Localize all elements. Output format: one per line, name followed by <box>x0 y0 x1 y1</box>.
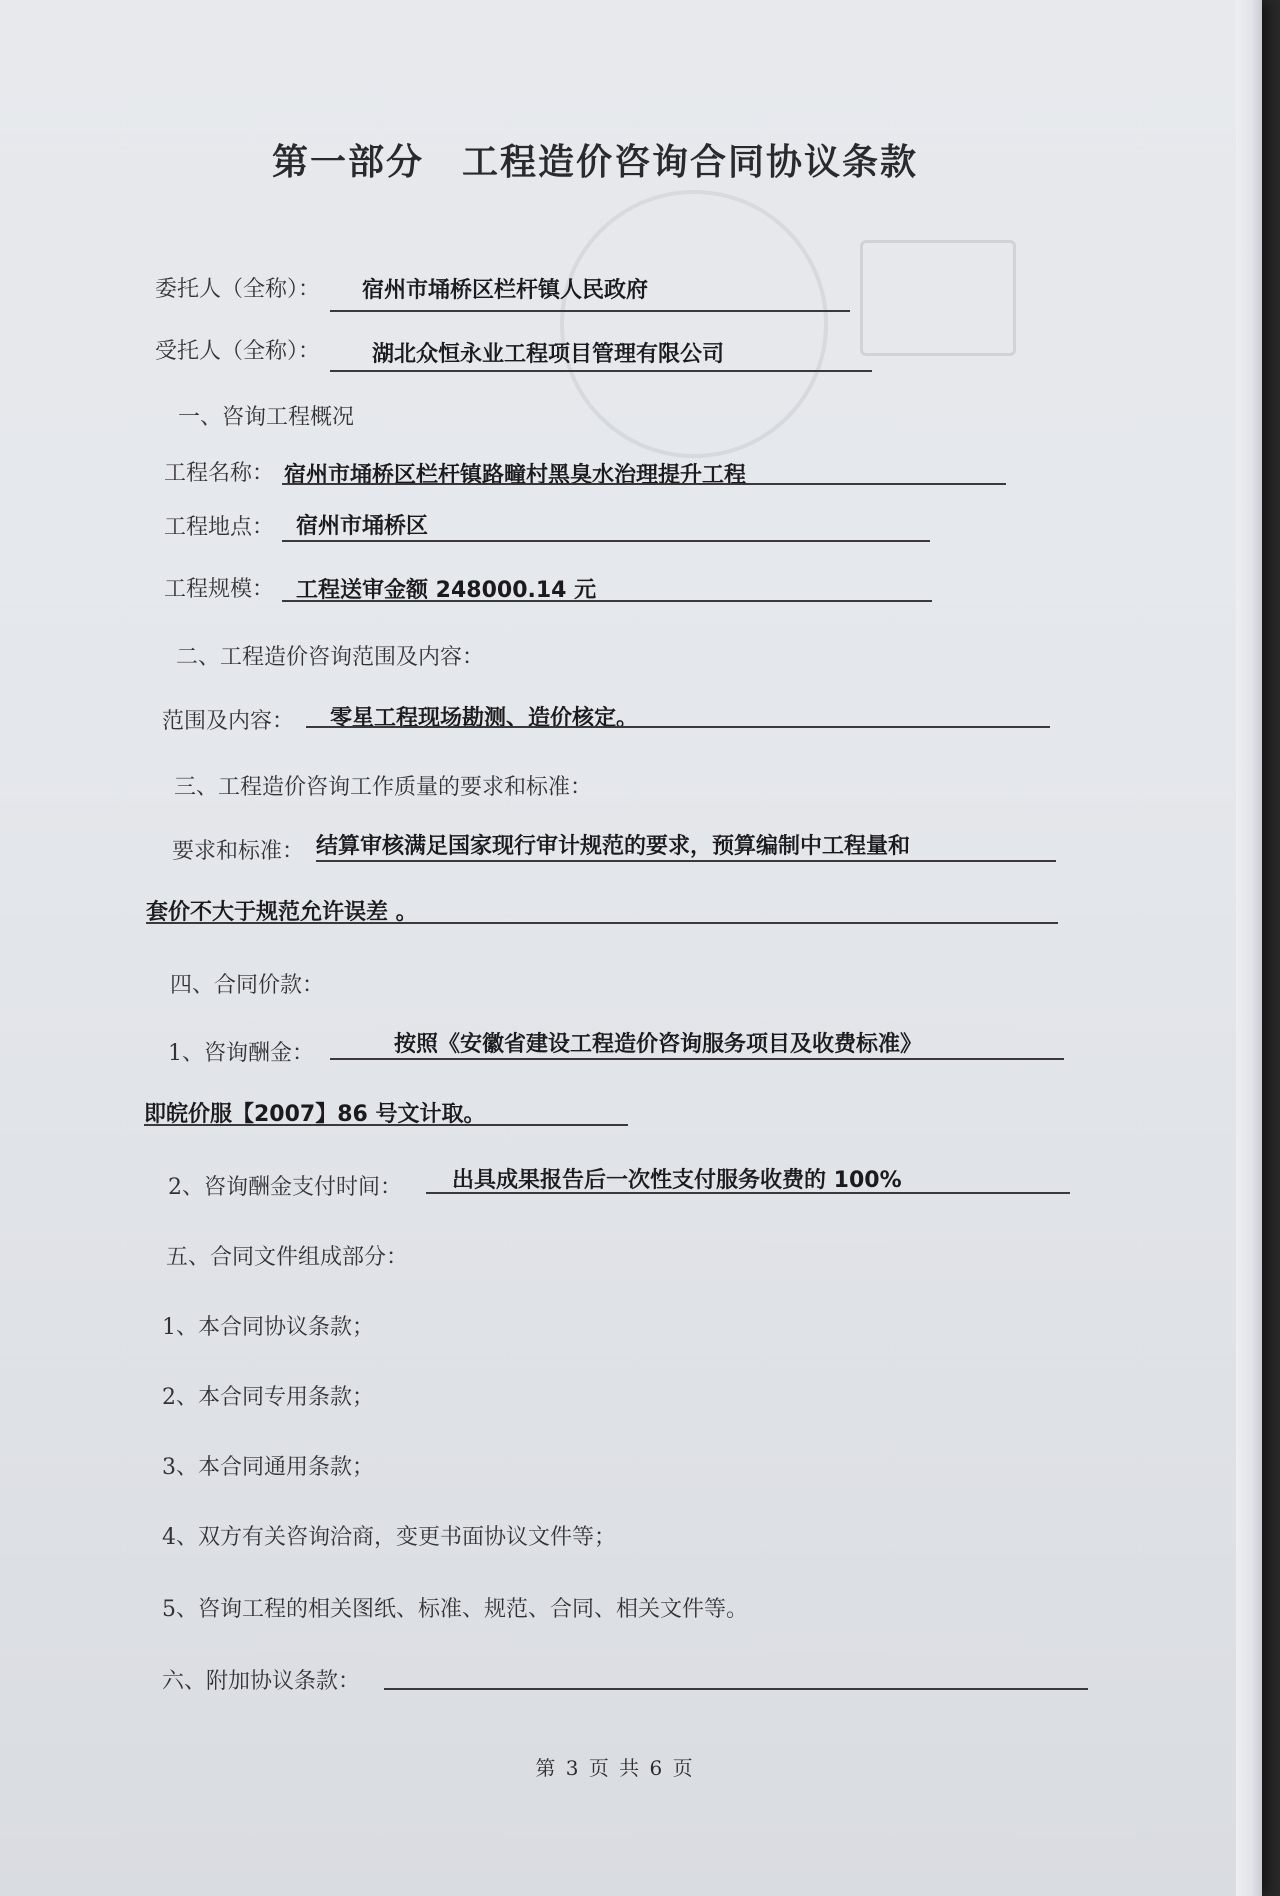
standard-value-line-1: 结算审核满足国家现行审计规范的要求，预算编制中工程量和 <box>316 834 911 859</box>
scale-label: 工程规模： <box>164 577 275 602</box>
location-underline <box>282 540 930 542</box>
section-3-heading: 三、工程造价咨询工作质量的要求和标准： <box>174 775 593 800</box>
contractor-value: 湖北众恒永业工程项目管理有限公司 <box>372 342 725 367</box>
fee-value-line-1: 按照《安徽省建设工程造价咨询服务项目及收费标准》 <box>394 1032 923 1057</box>
standard-value-line-2: 套价不大于规范允许误差 。 <box>146 900 418 925</box>
project-name-label: 工程名称： <box>164 461 275 486</box>
contractor-underline <box>330 370 872 372</box>
client-underline <box>330 310 850 312</box>
doc-item: 2、本合同专用条款； <box>162 1385 374 1410</box>
fee-value-line-2: 即皖价服【2007】86 号文计取。 <box>144 1102 486 1127</box>
standard-underline-1 <box>316 860 1056 862</box>
scale-value: 工程送审金额 248000.14 元 <box>296 578 597 603</box>
faded-stamp <box>860 240 1016 356</box>
section-6-label: 六、附加协议条款： <box>162 1669 361 1694</box>
project-name-underline <box>282 483 1006 485</box>
section-2-heading: 二、工程造价咨询范围及内容： <box>176 645 485 670</box>
page-footer: 第 3 页 共 6 页 <box>535 1756 695 1780</box>
client-label: 委托人（全称）： <box>155 277 321 302</box>
payment-value: 出具成果报告后一次性支付服务收费的 100% <box>452 1168 902 1193</box>
contractor-label: 受托人（全称）： <box>155 339 321 364</box>
section-1-heading: 一、咨询工程概况 <box>178 405 355 430</box>
scope-label: 范围及内容： <box>162 709 295 734</box>
document-title: 第一部分 工程造价咨询合同协议条款 <box>271 141 918 183</box>
doc-item: 4、双方有关咨询洽商，变更书面协议文件等； <box>162 1525 616 1550</box>
scope-value: 零星工程现场勘测、造价核定。 <box>330 706 639 731</box>
page-edge <box>1236 0 1262 1896</box>
payment-label: 2、咨询酬金支付时间： <box>168 1175 402 1200</box>
location-value: 宿州市埇桥区 <box>296 514 429 539</box>
standard-underline-2 <box>146 922 1058 924</box>
section-6-underline <box>384 1688 1088 1690</box>
client-value: 宿州市埇桥区栏杆镇人民政府 <box>362 278 649 303</box>
scale-underline <box>282 600 932 602</box>
location-label: 工程地点： <box>164 515 275 540</box>
section-5-heading: 五、合同文件组成部分： <box>166 1245 409 1270</box>
scope-underline <box>306 726 1050 728</box>
fee-label: 1、咨询酬金： <box>168 1041 314 1066</box>
doc-item: 3、本合同通用条款； <box>162 1455 374 1480</box>
doc-item: 5、咨询工程的相关图纸、标准、规范、合同、相关文件等。 <box>162 1597 748 1622</box>
project-name-value: 宿州市埇桥区栏杆镇路疃村黑臭水治理提升工程 <box>284 463 747 488</box>
doc-item: 1、本合同协议条款； <box>162 1315 374 1340</box>
standard-label: 要求和标准： <box>172 839 305 864</box>
fee-underline-2 <box>144 1124 628 1126</box>
payment-underline <box>426 1192 1070 1194</box>
fee-underline-1 <box>330 1058 1064 1060</box>
faded-seal <box>560 190 828 458</box>
section-4-heading: 四、合同价款： <box>170 973 325 998</box>
